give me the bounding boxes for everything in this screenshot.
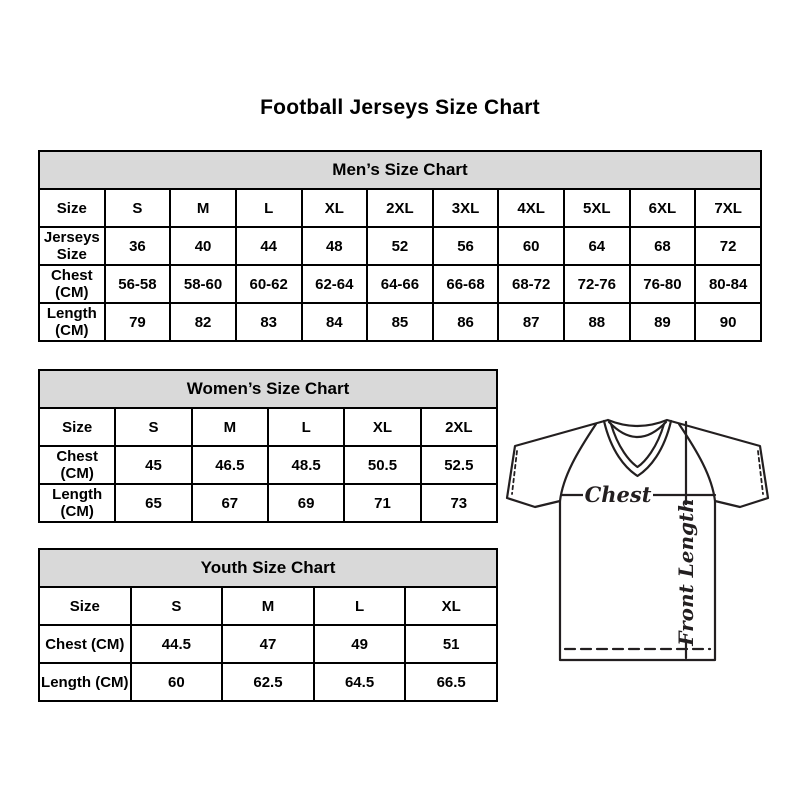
value-cell: XL	[405, 587, 497, 625]
value-cell: 88	[564, 303, 630, 341]
value-cell: 67	[192, 484, 268, 522]
value-cell: 69	[268, 484, 344, 522]
value-cell: S	[115, 408, 191, 446]
youth-table-header-row	[39, 549, 497, 587]
womens-table-title: Women’s Size Chart	[39, 370, 497, 408]
value-cell: 49	[314, 625, 406, 663]
value-cell: 62-64	[302, 265, 368, 303]
value-cell: XL	[302, 189, 368, 227]
value-cell: 2XL	[421, 408, 497, 446]
value-cell: 40	[170, 227, 236, 265]
row-label-cell: Chest (CM)	[39, 265, 105, 303]
womens-size-table	[38, 369, 498, 523]
value-cell: 3XL	[433, 189, 499, 227]
jersey-outline	[507, 420, 768, 660]
value-cell: 68	[630, 227, 696, 265]
row-label-cell: Length (CM)	[39, 663, 131, 701]
jersey-illustration-icon	[503, 406, 775, 668]
value-cell: 60	[131, 663, 223, 701]
womens-table-header-row	[39, 370, 497, 408]
chest-label: Chest	[584, 482, 652, 507]
value-cell: 48.5	[268, 446, 344, 484]
value-cell: 51	[405, 625, 497, 663]
value-cell: 58-60	[170, 265, 236, 303]
row-label-cell: Size	[39, 587, 131, 625]
value-cell: XL	[344, 408, 420, 446]
value-cell: M	[170, 189, 236, 227]
table-row	[39, 663, 497, 701]
value-cell: 7XL	[695, 189, 761, 227]
value-cell: 4XL	[498, 189, 564, 227]
youth-table-title: Youth Size Chart	[39, 549, 497, 587]
value-cell: L	[314, 587, 406, 625]
value-cell: 89	[630, 303, 696, 341]
table-row	[39, 408, 497, 446]
front-length-label: Front Length	[674, 498, 698, 646]
value-cell: 44.5	[131, 625, 223, 663]
value-cell: 79	[105, 303, 171, 341]
row-label-cell: Size	[39, 189, 105, 227]
value-cell: 90	[695, 303, 761, 341]
value-cell: 5XL	[564, 189, 630, 227]
value-cell: 36	[105, 227, 171, 265]
value-cell: 68-72	[498, 265, 564, 303]
table-row	[39, 265, 761, 303]
value-cell: 73	[421, 484, 497, 522]
mens-size-table	[38, 150, 762, 342]
value-cell: 44	[236, 227, 302, 265]
value-cell: S	[131, 587, 223, 625]
row-label-cell: Length (CM)	[39, 303, 105, 341]
value-cell: 60-62	[236, 265, 302, 303]
value-cell: 46.5	[192, 446, 268, 484]
row-label-cell: Size	[39, 408, 115, 446]
value-cell: 86	[433, 303, 499, 341]
value-cell: 80-84	[695, 265, 761, 303]
value-cell: 52.5	[421, 446, 497, 484]
value-cell: 87	[498, 303, 564, 341]
value-cell: 6XL	[630, 189, 696, 227]
table-row	[39, 446, 497, 484]
row-label-cell: Chest (CM)	[39, 446, 115, 484]
table-row	[39, 227, 761, 265]
value-cell: L	[236, 189, 302, 227]
value-cell: 66.5	[405, 663, 497, 701]
value-cell: 76-80	[630, 265, 696, 303]
value-cell: 62.5	[222, 663, 314, 701]
table-row	[39, 484, 497, 522]
value-cell: 60	[498, 227, 564, 265]
table-row	[39, 189, 761, 227]
table-row	[39, 625, 497, 663]
table-row	[39, 587, 497, 625]
row-label-cell: Jerseys Size	[39, 227, 105, 265]
value-cell: 56	[433, 227, 499, 265]
womens-table-body	[39, 408, 497, 522]
value-cell: 64.5	[314, 663, 406, 701]
value-cell: 64-66	[367, 265, 433, 303]
value-cell: 48	[302, 227, 368, 265]
value-cell: 65	[115, 484, 191, 522]
value-cell: 66-68	[433, 265, 499, 303]
value-cell: 85	[367, 303, 433, 341]
right-armhole-seam	[679, 424, 715, 501]
value-cell: M	[222, 587, 314, 625]
youth-table-body	[39, 587, 497, 701]
page-title: Football Jerseys Size Chart	[260, 96, 540, 119]
row-label-cell: Chest (CM)	[39, 625, 131, 663]
value-cell: 84	[302, 303, 368, 341]
value-cell: 64	[564, 227, 630, 265]
value-cell: S	[105, 189, 171, 227]
value-cell: 82	[170, 303, 236, 341]
jersey-measurement-diagram	[503, 406, 775, 668]
value-cell: 45	[115, 446, 191, 484]
row-label-cell: Length (CM)	[39, 484, 115, 522]
value-cell: M	[192, 408, 268, 446]
value-cell: 47	[222, 625, 314, 663]
mens-table-body	[39, 189, 761, 341]
value-cell: 72	[695, 227, 761, 265]
value-cell: 72-76	[564, 265, 630, 303]
value-cell: 56-58	[105, 265, 171, 303]
mens-table-header-row	[39, 151, 761, 189]
value-cell: 71	[344, 484, 420, 522]
youth-size-table	[38, 548, 498, 702]
mens-table-title: Men’s Size Chart	[39, 151, 761, 189]
value-cell: 83	[236, 303, 302, 341]
value-cell: L	[268, 408, 344, 446]
value-cell: 52	[367, 227, 433, 265]
table-row	[39, 303, 761, 341]
value-cell: 2XL	[367, 189, 433, 227]
value-cell: 50.5	[344, 446, 420, 484]
